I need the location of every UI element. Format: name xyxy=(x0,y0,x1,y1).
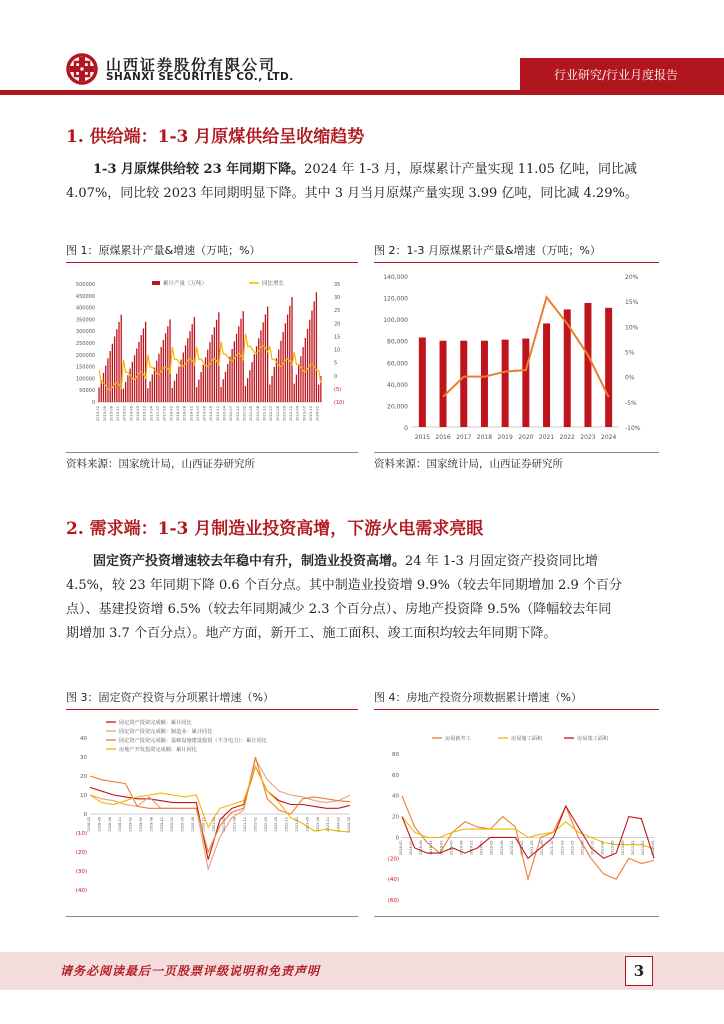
fig2-x-tick: 2019 xyxy=(497,434,513,441)
section2-title: 2. 需求端：1-3 月制造业投资高增，下游火电需求亮眼 xyxy=(66,519,484,539)
fig1-bar xyxy=(249,370,250,402)
fig3-chart xyxy=(66,710,358,916)
fig2-bar xyxy=(481,341,488,427)
fig4-x-tick: 2022-05 xyxy=(570,840,575,856)
fig1-bar xyxy=(156,361,157,402)
fig1-bottom-rule xyxy=(66,452,358,453)
fig2-source: 资料来源：国家统计局，山西证券研究所 xyxy=(374,458,563,470)
fig4-x-tick: 2022-02 xyxy=(560,840,565,856)
fig1-bar xyxy=(143,328,144,402)
fig1-yleft-tick: 0 xyxy=(91,400,95,406)
fig1-x-tick: 2018-02 xyxy=(169,406,174,422)
fig1-yleft-tick: 150000 xyxy=(75,364,95,371)
fig3-x-tick: 2018-08 xyxy=(107,817,112,832)
section2-body-line2: 4.5%，较 23 年同期下降 0.6 个百分点。其中制造业投资增 9.9%（较去年同期增加 2.9 个百分 xyxy=(66,578,622,593)
fig3-x-tick: 2023-05 xyxy=(305,817,310,832)
fig2-yright-tick: 0% xyxy=(625,374,635,382)
fig1-bar xyxy=(238,326,239,402)
fig3-x-tick: 2018-05 xyxy=(97,817,102,832)
fig2-yright-tick: 20% xyxy=(625,274,639,281)
fig1-x-tick: 2015-08 xyxy=(109,406,114,422)
fig4-x-tick: 2024-02 xyxy=(640,840,645,856)
fig1-x-tick: 2024-02 xyxy=(315,406,320,422)
fig1-bar xyxy=(209,342,210,402)
fig1-yright-tick: 15 xyxy=(334,334,341,341)
company-name-en: SHANXI SECURITIES CO., LTD. xyxy=(106,71,294,83)
fig1-yleft-tick: 250000 xyxy=(75,341,95,347)
fig3-x-tick: 2021-08 xyxy=(232,817,237,832)
fig1-bar xyxy=(192,324,193,402)
fig1-bar xyxy=(172,388,173,402)
fig1-bar xyxy=(260,330,261,402)
fig1-x-tick: 2015-05 xyxy=(102,406,107,422)
fig4-x-tick: 2020-08 xyxy=(499,840,504,856)
fig1-bar xyxy=(278,349,279,402)
fig4-chart xyxy=(374,710,659,916)
fig4-x-tick: 2023-11 xyxy=(630,840,635,856)
fig1-bar xyxy=(263,322,264,402)
fig1-bar xyxy=(309,320,310,402)
fig3-x-tick: 2020-11 xyxy=(201,817,206,832)
fig1-yleft-tick: 100000 xyxy=(75,376,95,383)
fig2-x-tick: 2021 xyxy=(538,434,555,441)
fig1-bar xyxy=(294,384,295,402)
fig1-x-tick: 2018-05 xyxy=(175,406,180,422)
fig3-title: 图 3：固定资产投资与分项累计增速（%） xyxy=(66,689,358,710)
fig4-y-tick: 80 xyxy=(392,752,399,758)
fig2-bar xyxy=(502,340,509,427)
fig1-bar xyxy=(127,375,128,402)
fig4-x-tick: 2021-02 xyxy=(519,840,524,856)
fig4-x-tick: 2019-11 xyxy=(469,840,474,856)
fig1-legend-growth: 同比增长 xyxy=(262,281,285,287)
fig1-bar xyxy=(147,388,148,402)
fig1-bar xyxy=(185,345,186,402)
fig1-yleft-tick: 300000 xyxy=(75,329,95,336)
report-type-label: 行业研究/行业月度报告 xyxy=(553,68,678,82)
fig1-x-tick: 2019-12 xyxy=(215,406,220,422)
fig3-x-tick: 2023-08 xyxy=(315,817,320,832)
fig4-x-tick: 2020-05 xyxy=(489,840,494,856)
company-name-cn: 山西证券股份有限公司 xyxy=(106,56,277,74)
fig4-x-tick: 2022-08 xyxy=(580,840,585,856)
fig1-x-tick: 2022-06 xyxy=(275,406,280,422)
fig3-legend-label: 固定资产投资完成额：累计同比 xyxy=(119,720,192,726)
fig1-x-tick: 2018-11 xyxy=(189,406,194,422)
fig1-bar xyxy=(158,354,159,402)
fig1-bar xyxy=(167,326,168,402)
fig1-yright-tick: 10 xyxy=(334,347,341,354)
fig1-bar xyxy=(212,335,213,402)
fig3-y-tick: 30 xyxy=(80,755,87,761)
fig1-bar xyxy=(300,356,301,402)
header-rule xyxy=(0,90,724,95)
section1-body-line2: 4.07%，同比较 2023 年同期明显下降。其中 3 月当月原煤产量实现 3.99 亿吨，同比减 4.29%。 xyxy=(66,186,638,201)
fig1-x-tick: 2023-04 xyxy=(295,406,300,422)
fig3-x-tick: 2024-02 xyxy=(336,817,341,832)
fig1-x-tick: 2022-12 xyxy=(289,406,294,422)
report-type-tab xyxy=(520,58,724,90)
fig1-bar xyxy=(174,381,175,402)
fig2-yleft-tick: 0 xyxy=(404,425,408,432)
fig2-x-tick: 2018 xyxy=(476,434,493,441)
fig4-y-tick: (20) xyxy=(387,856,399,863)
section1-lead: 1-3 月原煤供给较 23 年同期下降。 xyxy=(93,162,305,177)
fig1-bar xyxy=(107,358,108,402)
fig3-y-tick: (10) xyxy=(75,831,87,837)
fig1-bar xyxy=(220,387,221,402)
fig4-title: 图 4：房地产投资分项数据累计增速（%） xyxy=(374,689,659,710)
fig1-bar xyxy=(274,367,275,402)
fig1-bar xyxy=(318,385,319,402)
fig2-title: 图 2：1-3 月原煤累计产量&增速（万吨；%） xyxy=(374,242,659,263)
section1-paragraph xyxy=(66,158,663,206)
fig2-yright-tick: 10% xyxy=(625,324,639,332)
section1-body-line1: 2024 年 1-3 月，原煤累计产量实现 11.05 亿吨，同比减 xyxy=(304,162,638,177)
fig1-bar xyxy=(269,384,270,402)
fig2-x-tick: 2024 xyxy=(601,434,617,441)
fig3-y-tick: 40 xyxy=(80,736,87,742)
fig3-y-tick: 0 xyxy=(83,812,87,818)
fig1-bar xyxy=(314,301,315,402)
footer-disclaimer: 请务必阅读最后一页股票评级说明和免责声明 xyxy=(60,964,321,978)
fig1-bar xyxy=(176,374,177,402)
fig3-x-tick: 2018-02 xyxy=(87,817,91,832)
fig2-x-tick: 2023 xyxy=(580,434,596,441)
fig1-bar xyxy=(123,389,124,402)
fig4-x-tick: 2019-02 xyxy=(439,840,444,856)
fig1-bar xyxy=(234,341,235,402)
fig1-bar xyxy=(118,322,119,402)
fig1-yleft-tick: 50000 xyxy=(79,388,95,395)
fig3-y-tick: (40) xyxy=(75,888,87,894)
fig1-yright-tick: 30 xyxy=(334,295,341,302)
company-logo xyxy=(66,53,98,85)
fig1-yright-tick: 25 xyxy=(334,308,341,315)
fig2-bar xyxy=(419,337,426,427)
fig4-x-tick: 2023-02 xyxy=(600,840,605,856)
fig4-legend-label: 房屋施工面积 xyxy=(511,736,543,742)
fig1-bar xyxy=(289,306,290,402)
fig1-bar xyxy=(103,373,104,402)
fig1-bar xyxy=(236,334,237,402)
fig1-x-tick: 2021-08 xyxy=(255,406,260,422)
fig3-x-tick: 2021-05 xyxy=(222,817,227,832)
fig1-x-tick: 2015-02 xyxy=(96,406,101,422)
fig1-yleft-tick: 400000 xyxy=(75,305,95,312)
fig1-bar xyxy=(109,351,110,402)
fig1-yright-tick: (10) xyxy=(334,400,345,406)
fig1-bar xyxy=(258,338,259,402)
section2-body-line1: 24 年 1-3 月固定资产投资同比增 xyxy=(405,554,598,569)
fig1-x-tick: 2021-11 xyxy=(262,406,267,422)
fig1-x-tick: 2023-07 xyxy=(302,406,307,422)
fig3-y-tick: 20 xyxy=(80,774,87,780)
fig1-bar xyxy=(183,352,184,402)
fig2-bar xyxy=(605,308,612,427)
fig4-x-tick: 2022-11 xyxy=(590,840,595,856)
fig1-x-tick: 2015-11 xyxy=(116,406,121,422)
fig1-bar xyxy=(163,340,164,402)
fig3-legend-label: 房地产开发投资完成额：累计同比 xyxy=(119,747,197,753)
fig1-bar xyxy=(187,338,188,402)
fig1-x-tick: 2020-04 xyxy=(222,406,227,422)
fig1-bar xyxy=(307,329,308,402)
fig2-yleft-tick: 120,000 xyxy=(383,295,408,303)
fig1-bar xyxy=(116,329,117,402)
fig1-yright-tick: 5 xyxy=(334,360,338,367)
fig1-bar xyxy=(105,366,106,402)
fig1-yleft-tick: 500000 xyxy=(75,282,95,288)
fig4-x-tick: 2018-02 xyxy=(399,840,403,856)
fig3-x-tick: 2022-11 xyxy=(284,817,289,832)
fig4-legend-label: 房屋竣工面积 xyxy=(577,736,609,742)
fig4-x-tick: 2020-02 xyxy=(479,840,484,856)
fig4-y-tick: 0 xyxy=(395,835,399,842)
fig1-bar xyxy=(245,386,246,402)
fig2-yright-tick: 5% xyxy=(625,349,635,357)
fig1-bar xyxy=(169,319,170,402)
fig2-x-tick: 2016 xyxy=(435,434,451,441)
fig1-bar xyxy=(251,362,252,402)
fig1-bar xyxy=(296,375,297,402)
fig4-x-tick: 2021-08 xyxy=(540,840,545,856)
fig1-bar xyxy=(198,380,199,402)
fig1-bar xyxy=(141,335,142,402)
fig2-x-tick: 2017 xyxy=(456,434,472,441)
fig3-series-line xyxy=(90,767,350,860)
fig4-y-tick: 20 xyxy=(392,814,399,821)
fig4-x-tick: 2020-11 xyxy=(509,840,514,856)
fig4-x-tick: 2023-08 xyxy=(620,840,625,856)
section2-paragraph xyxy=(66,550,663,646)
fig1-bar xyxy=(196,387,197,402)
fig1-x-tick: 2016-09 xyxy=(136,406,141,422)
fig2-yleft-tick: 20,000 xyxy=(387,403,408,411)
section2-lead: 固定资产投资增速较去年稳中有升，制造业投资高增。 xyxy=(93,554,406,569)
fig3-x-tick: 2019-11 xyxy=(159,817,164,832)
fig2-bar xyxy=(543,323,550,427)
fig1-x-tick: 2019-03 xyxy=(195,406,200,422)
fig3-x-tick: 2021-02 xyxy=(211,817,216,832)
fig1-bar xyxy=(254,354,255,402)
fig1-yright-tick: 0 xyxy=(334,373,338,380)
fig2-yleft-tick: 60,000 xyxy=(387,360,408,368)
fig1-bar xyxy=(291,297,292,402)
fig4-y-tick: 60 xyxy=(392,772,399,779)
fig1-bar xyxy=(214,327,215,402)
fig1-bar xyxy=(316,292,317,402)
fig1-bar xyxy=(160,347,161,402)
fig1-bar xyxy=(98,387,99,402)
fig2-x-tick: 2015 xyxy=(414,434,430,441)
fig1-yright-tick: 35 xyxy=(334,282,341,288)
fig1-bar xyxy=(280,341,281,402)
fig4-x-tick: 2021-05 xyxy=(530,840,535,856)
fig2-yleft-tick: 40,000 xyxy=(387,381,408,389)
fig3-bottom-rule xyxy=(66,916,358,917)
fig1-bar xyxy=(125,382,126,402)
fig1-x-tick: 2018-08 xyxy=(182,406,187,422)
fig4-y-tick: (40) xyxy=(387,877,399,884)
fig1-title: 图 1：原煤累计产量&增速（万吨；%） xyxy=(66,242,358,263)
fig1-bar xyxy=(240,319,241,402)
fig3-x-tick: 2022-05 xyxy=(263,817,268,832)
fig1-yleft-tick: 350000 xyxy=(75,317,95,324)
fig2-bar xyxy=(522,339,529,427)
fig4-x-tick: 2019-08 xyxy=(459,840,464,856)
fig2-chart xyxy=(374,262,659,452)
fig3-x-tick: 2018-11 xyxy=(118,817,123,832)
fig4-x-tick: 2019-05 xyxy=(449,840,454,856)
fig1-bar xyxy=(178,367,179,402)
fig1-bar xyxy=(207,350,208,402)
fig1-bar xyxy=(305,338,306,402)
fig1-bar xyxy=(311,311,312,402)
fig1-yright-tick: 20 xyxy=(334,321,341,328)
fig1-bar xyxy=(154,368,155,402)
fig1-x-tick: 2020-10 xyxy=(235,406,240,422)
fig3-x-tick: 2019-05 xyxy=(139,817,143,832)
fig3-x-tick: 2023-02 xyxy=(295,817,299,832)
fig1-x-tick: 2016-06 xyxy=(129,406,134,422)
fig1-bar xyxy=(149,381,150,402)
fig2-yright-tick: -5% xyxy=(625,399,637,407)
fig3-y-tick: (30) xyxy=(75,869,87,875)
fig3-x-tick: 2021-11 xyxy=(243,817,247,832)
fig1-x-tick: 2016-12 xyxy=(142,406,147,422)
fig1-legend-swatch-output xyxy=(152,281,160,285)
fig1-bar xyxy=(112,344,113,402)
fig2-bottom-rule xyxy=(374,452,659,453)
fig1-source: 资料来源：国家统计局，山西证券研究所 xyxy=(66,458,255,470)
fig3-x-tick: 2020-08 xyxy=(191,817,195,832)
fig1-x-tick: 2017-07 xyxy=(155,406,160,422)
fig4-x-tick: 2021-11 xyxy=(550,840,555,856)
fig1-x-tick: 2019-06 xyxy=(202,406,207,422)
fig1-x-tick: 2022-09 xyxy=(282,406,287,422)
fig2-yleft-tick: 80,000 xyxy=(387,338,408,346)
fig3-x-tick: 2019-02 xyxy=(128,817,133,832)
fig2-x-tick: 2022 xyxy=(559,434,575,441)
fig2-bar xyxy=(460,341,467,427)
fig4-x-tick: 2024-05 xyxy=(651,840,655,856)
fig1-bar xyxy=(298,365,299,402)
section1-title: 1. 供给端：1-3 月原煤供给呈收缩趋势 xyxy=(66,127,365,147)
fig3-y-tick: 10 xyxy=(80,793,87,799)
fig4-legend-label: 房屋新开工 xyxy=(445,736,471,742)
page-number: 3 xyxy=(625,956,653,986)
fig1-bar xyxy=(223,379,224,402)
fig1-chart xyxy=(66,262,358,452)
fig1-bar xyxy=(189,331,190,402)
fig4-bottom-rule xyxy=(374,916,659,917)
fig1-bar xyxy=(282,332,283,402)
fig1-bar xyxy=(256,346,257,402)
fig1-x-tick: 2017-10 xyxy=(162,406,167,422)
fig1-x-tick: 2021-05 xyxy=(249,406,254,422)
fig3-x-tick: 2019-08 xyxy=(149,817,154,832)
fig1-x-tick: 2020-07 xyxy=(229,406,234,422)
fig3-x-tick: 2022-02 xyxy=(253,817,258,832)
fig1-x-tick: 2022-03 xyxy=(269,406,274,422)
fig1-bar xyxy=(225,372,226,402)
fig1-bar xyxy=(271,376,272,402)
fig1-legend-output: 累计产量（万吨） xyxy=(163,281,208,287)
fig1-bar xyxy=(227,364,228,402)
fig1-bar xyxy=(145,322,146,402)
fig1-bar xyxy=(152,374,153,402)
fig1-bar xyxy=(267,306,268,402)
fig4-x-tick: 2018-05 xyxy=(409,840,414,856)
fig3-x-tick: 2020-05 xyxy=(180,817,185,832)
fig2-x-tick: 2020 xyxy=(518,434,534,441)
fig1-x-tick: 2021-02 xyxy=(242,406,247,422)
fig1-bar xyxy=(132,362,133,402)
fig1-x-tick: 2016-03 xyxy=(122,406,127,422)
fig1-yleft-tick: 450000 xyxy=(75,293,95,300)
fig4-x-tick: 2018-08 xyxy=(419,840,424,856)
fig1-bar xyxy=(200,372,201,402)
fig3-legend-label: 固定资产投资完成额：基础设施建设投资（不含电力）：累计同比 xyxy=(119,738,267,744)
fig4-x-tick: 2018-11 xyxy=(429,840,434,856)
fig1-x-tick: 2019-09 xyxy=(209,406,214,422)
fig1-bar xyxy=(247,378,248,402)
fig2-bar xyxy=(440,341,447,427)
fig1-bar xyxy=(231,349,232,402)
fig1-x-tick: 2023-10 xyxy=(309,406,314,422)
fig4-y-tick: (60) xyxy=(387,898,399,904)
fig3-legend-label: 固定资产投资完成额：制造业：累计同比 xyxy=(119,729,213,735)
fig1-bar xyxy=(138,342,139,402)
fig2-yright-tick: -10% xyxy=(625,425,641,432)
fig1-bar xyxy=(114,337,115,402)
fig1-yright-tick: (5) xyxy=(334,386,342,393)
fig3-y-tick: (20) xyxy=(75,850,87,856)
fig2-yleft-tick: 100,000 xyxy=(383,317,408,325)
fig1-bar xyxy=(276,358,277,402)
fig3-x-tick: 2023-11 xyxy=(326,817,331,832)
fig3-x-tick: 2024-05 xyxy=(347,817,351,832)
fig2-yleft-tick: 140,000 xyxy=(383,274,408,281)
fig1-bar xyxy=(203,365,204,402)
fig1-bar xyxy=(285,323,286,402)
fig2-yright-tick: 15% xyxy=(625,299,639,307)
fig4-y-tick: 40 xyxy=(392,793,399,800)
fig3-x-tick: 2022-08 xyxy=(274,817,279,832)
section2-body-line4: 期增加 3.7 个百分点）。地产方面，新开工、施工面积、竣工面积均较去年同期下降。 xyxy=(66,626,557,641)
fig1-bar xyxy=(229,357,230,402)
section2-body-line3: 点）、基建投资增 6.5%（较去年同期减少 2.3 个百分点）、房地产投资降 9.5%（降幅较去年同 xyxy=(66,602,612,617)
fig1-bar xyxy=(265,314,266,402)
fig3-x-tick: 2020-02 xyxy=(170,817,175,832)
fig1-bar xyxy=(302,347,303,402)
fig1-x-tick: 2017-04 xyxy=(149,406,154,422)
fig2-bar xyxy=(584,303,591,427)
fig4-x-tick: 2023-05 xyxy=(610,840,615,856)
fig1-yleft-tick: 200000 xyxy=(75,352,95,359)
